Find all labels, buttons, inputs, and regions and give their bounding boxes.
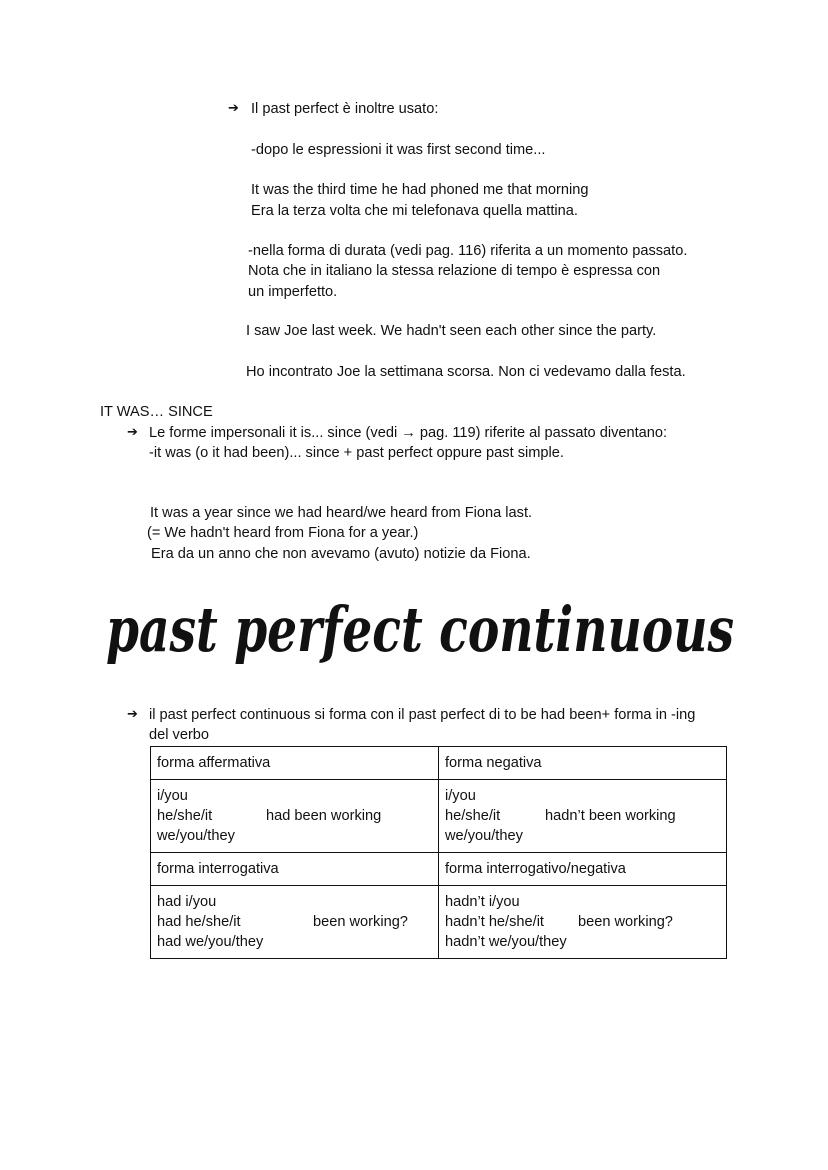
section2-line1: Le forme impersonali it is... since (vedi → pag. 119) riferite al passato diventano: (149, 425, 668, 441)
interrogative-negative-subject: hadn’t i/you (445, 894, 520, 910)
negative-verb: hadn’t been working (545, 808, 676, 824)
table-row (151, 886, 727, 959)
interrogative-negative-cell (439, 886, 727, 959)
section3-intro-line1: il past perfect continuous si forma con il past perfect di to be had been+ forma in -ing (149, 707, 696, 723)
bullet-arrow-icon: ➔ (127, 707, 138, 722)
table-row (151, 780, 727, 853)
example2-english: I saw Joe last week. We hadn't seen each other since the party. (246, 323, 657, 339)
interrogative-negative-subject: hadn’t he/she/it (445, 914, 544, 930)
affirmative-subject: i/you (157, 788, 188, 804)
interrogative-negative-subject: hadn’t we/you/they (445, 934, 567, 950)
table-row (151, 853, 727, 886)
affirmative-cell (151, 780, 439, 853)
interrogative-subject: had we/you/they (157, 934, 264, 950)
interrogative-subject: had he/she/it (157, 914, 241, 930)
section2-example-paraphrase: (= We hadn't heard from Fiona for a year.) (147, 525, 419, 541)
section1-item2-line2: Nota che in italiano la stessa relazione di tempo è espressa con (248, 263, 661, 279)
section1-item2-line3: un imperfetto. (248, 284, 338, 300)
section1-item1: -dopo le espressioni it was first second time... (251, 142, 546, 158)
negative-subject: we/you/they (445, 828, 523, 844)
interrogative-header: forma interrogativa (151, 853, 439, 886)
interrogative-negative-verb: been working? (578, 914, 673, 930)
affirmative-subject: he/she/it (157, 808, 213, 824)
script-title (100, 583, 740, 693)
affirmative-verb: had been working (266, 808, 382, 824)
negative-cell (439, 780, 727, 853)
affirmative-subject: we/you/they (157, 828, 235, 844)
example2-italian: Ho incontrato Joe la settimana scorsa. Non ci vedevamo dalla festa. (246, 364, 686, 380)
table-row (151, 747, 727, 780)
negative-subject: i/you (445, 788, 476, 804)
example1-english: It was the third time he had phoned me that morning (251, 182, 589, 198)
example1-italian: Era la terza volta che mi telefonava quella mattina. (251, 203, 578, 219)
bullet-arrow-icon: ➔ (228, 101, 239, 116)
section2-example-italian: Era da un anno che non avevamo (avuto) notizie da Fiona. (151, 546, 531, 562)
negative-subject: he/she/it (445, 808, 501, 824)
section2-title: IT WAS… SINCE (100, 404, 213, 420)
section3-intro-line2: del verbo (149, 727, 210, 743)
interrogative-verb: been working? (313, 914, 408, 930)
section2-example-english: It was a year since we had heard/we heard from Fiona last. (150, 505, 533, 521)
script-title-text: past perfect continuous (106, 593, 734, 666)
section2-line2: -it was (o it had been)... since + past perfect oppure past simple. (149, 445, 564, 461)
negative-header: forma negativa (439, 747, 727, 780)
bullet-arrow-icon: ➔ (127, 425, 138, 440)
section1-item2-line1: -nella forma di durata (vedi pag. 116) riferita a un momento passato. (248, 243, 688, 259)
interrogative-negative-header: forma interrogativo/negativa (439, 853, 727, 886)
interrogative-subject: had i/you (157, 894, 217, 910)
section1-heading: Il past perfect è inoltre usato: (251, 101, 439, 117)
interrogative-cell (151, 886, 439, 959)
conjugation-table (150, 746, 727, 959)
affirmative-header: forma affermativa (151, 747, 439, 780)
